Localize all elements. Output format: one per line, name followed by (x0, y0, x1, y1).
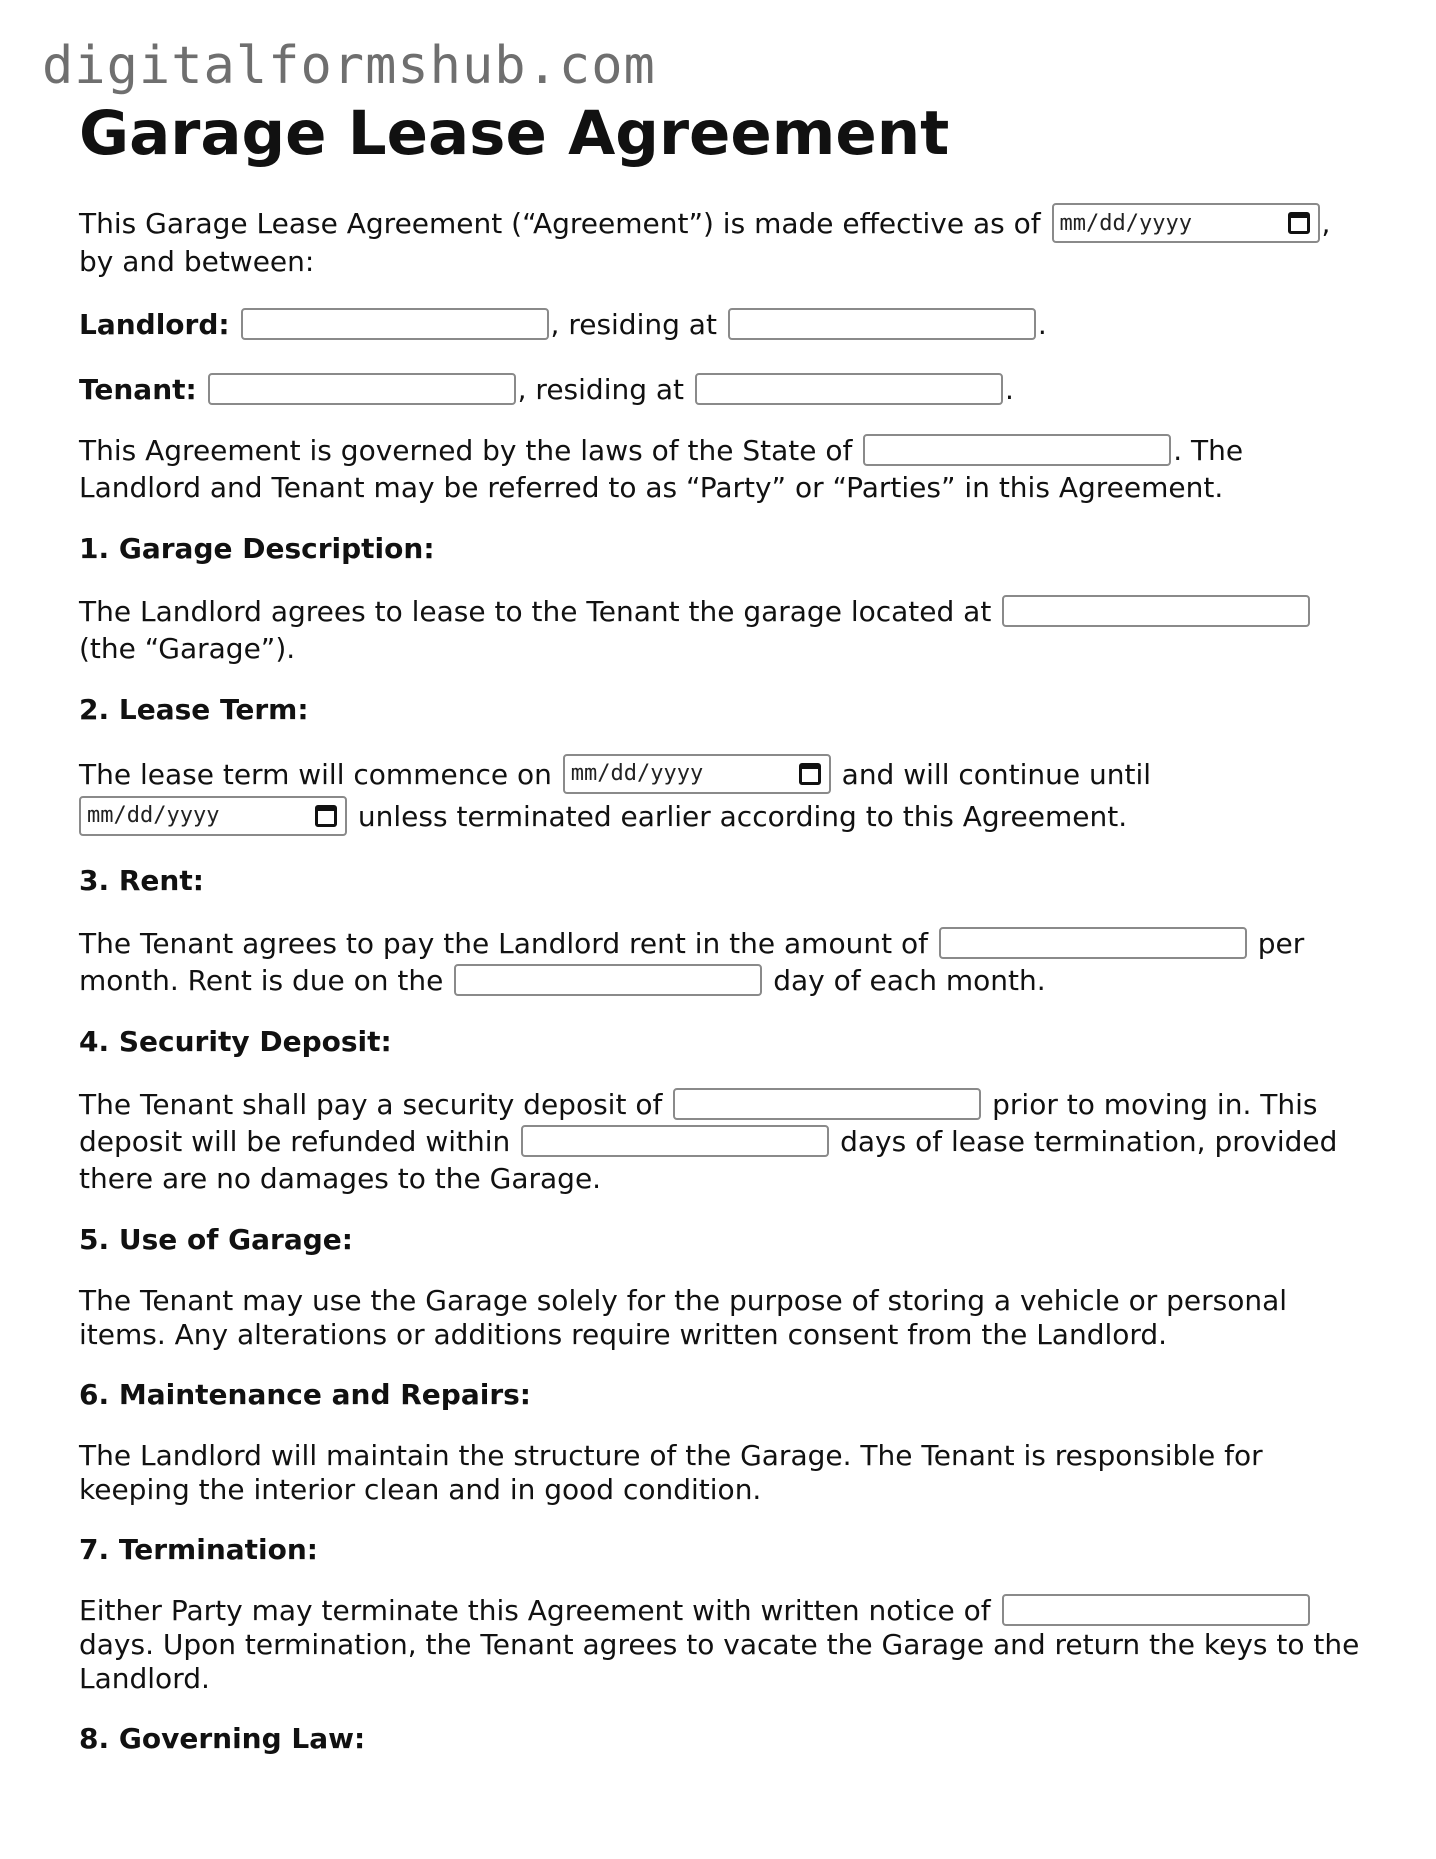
calendar-icon[interactable] (799, 763, 821, 785)
section-governing-law (79, 1720, 1369, 1757)
calendar-icon[interactable] (315, 805, 337, 827)
intro-text: This Garage Lease Agreement (“Agreement”) is made effective as of (79, 207, 1041, 241)
end-date-input[interactable] (79, 796, 347, 836)
section-security-deposit (79, 1023, 1369, 1197)
tenant-line (79, 371, 1369, 408)
section-rent (79, 862, 1369, 999)
landlord-residing-text: , residing at (550, 308, 717, 342)
section-paragraph (79, 593, 1369, 667)
watermark: digitalformshub.com (42, 36, 656, 96)
tenant-address-field[interactable] (695, 373, 1003, 405)
tenant-name-field[interactable] (208, 373, 516, 405)
intro-comma: , (1321, 207, 1331, 241)
governed-text: This Agreement is governed by the laws of the State of (79, 434, 853, 468)
date-placeholder: mm/dd/yyyy (570, 761, 704, 787)
section-text: The lease term will commence on (79, 758, 552, 792)
deposit-amount-field[interactable] (673, 1088, 981, 1120)
governed-text-after: . The Landlord and Tenant may be referred to as “Party” or “Parties” in this Agreement. (79, 434, 1244, 505)
governed-paragraph (79, 432, 1369, 506)
section-heading: 3. Rent: (79, 864, 204, 898)
section-heading: 1. Garage Description: (79, 532, 435, 566)
intro-text-line2: by and between: (79, 245, 315, 279)
section-text: per month. Rent is due on the (79, 927, 1305, 998)
landlord-period: . (1037, 308, 1047, 342)
rent-due-day-field[interactable] (454, 964, 762, 996)
section-text: The Tenant shall pay a security deposit of (79, 1088, 663, 1122)
notice-days-field[interactable] (1002, 1594, 1310, 1626)
section-text: days of lease termination, provided there are no damages to the Garage. (79, 1125, 1338, 1196)
section-text: Either Party may terminate this Agreement with written notice of (79, 1594, 991, 1628)
section-heading: 8. Governing Law: (79, 1722, 366, 1756)
section-maintenance (79, 1376, 1369, 1507)
landlord-line (79, 306, 1369, 343)
section-garage-description (79, 530, 1369, 667)
section-text: (the “Garage”). (79, 632, 296, 666)
section-paragraph (79, 1594, 1369, 1696)
section-text: days. Upon termination, the Tenant agrees to vacate the Garage and return the keys to the Landlord. (79, 1628, 1360, 1696)
calendar-icon[interactable] (1288, 212, 1310, 234)
date-placeholder: mm/dd/yyyy (87, 803, 220, 829)
date-placeholder: mm/dd/yyyy (1059, 210, 1192, 236)
section-heading: 4. Security Deposit: (79, 1025, 392, 1059)
section-heading: 6. Maintenance and Repairs: (79, 1378, 532, 1412)
section-use-of-garage (79, 1221, 1369, 1352)
landlord-address-field[interactable] (728, 308, 1036, 340)
garage-address-field[interactable] (1002, 595, 1310, 627)
section-heading: 2. Lease Term: (79, 693, 309, 727)
section-lease-term (79, 691, 1369, 838)
tenant-label: Tenant: (79, 373, 197, 407)
section-text: day of each month. (773, 964, 1046, 998)
section-paragraph: The Landlord will maintain the structure of the Garage. The Tenant is responsible for keeping the interior clean and in good condition. (79, 1439, 1263, 1507)
section-termination (79, 1531, 1369, 1696)
tenant-period: . (1004, 373, 1014, 407)
page-title: Garage Lease Agreement (79, 98, 950, 169)
section-text: unless terminated earlier according to this Agreement. (357, 800, 1128, 834)
section-heading: 7. Termination: (79, 1533, 318, 1567)
section-paragraph (79, 1086, 1369, 1197)
section-text: The Tenant agrees to pay the Landlord rent in the amount of (79, 927, 928, 961)
state-field[interactable] (863, 434, 1171, 466)
start-date-input[interactable] (563, 754, 831, 794)
section-text: and will continue until (841, 758, 1152, 792)
section-text: prior to moving in. This deposit will be refunded within (79, 1088, 1318, 1159)
landlord-name-field[interactable] (241, 308, 549, 340)
intro-paragraph (79, 205, 1369, 280)
tenant-residing-text: , residing at (517, 373, 685, 407)
refund-days-field[interactable] (521, 1125, 829, 1157)
section-paragraph (79, 754, 1369, 838)
rent-amount-field[interactable] (939, 927, 1247, 959)
effective-date-input[interactable] (1052, 203, 1320, 243)
section-text: The Landlord agrees to lease to the Tenant the garage located at (79, 595, 992, 629)
section-paragraph: The Tenant may use the Garage solely for the purpose of storing a vehicle or personal items. Any alterations or additions require written consent from the Landlord. (79, 1284, 1288, 1352)
document (79, 100, 1369, 1757)
section-paragraph (79, 925, 1369, 999)
section-heading: 5. Use of Garage: (79, 1223, 353, 1257)
landlord-label: Landlord: (79, 308, 230, 342)
